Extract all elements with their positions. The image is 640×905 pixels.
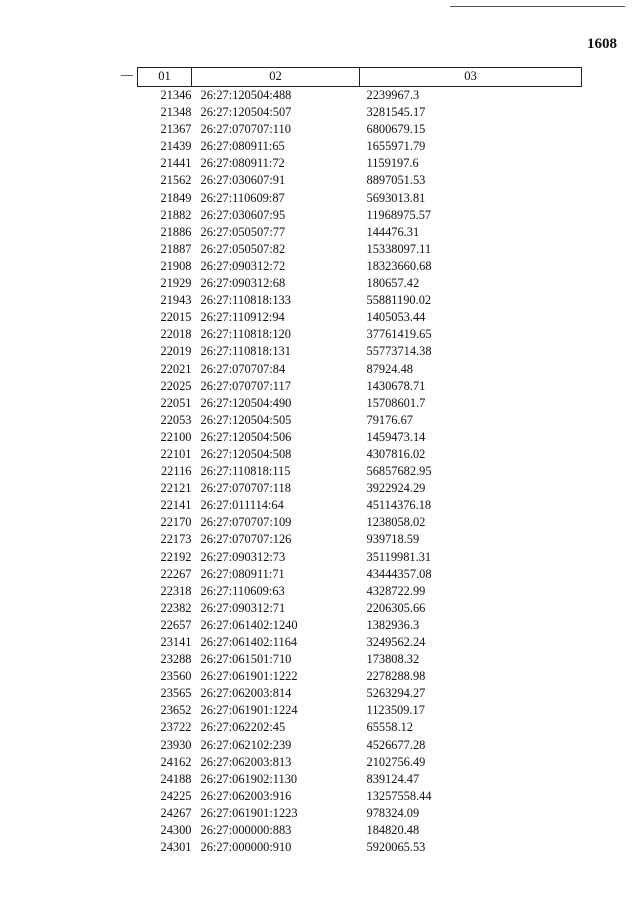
cell-value: 2102756.49 [366, 754, 426, 769]
cell-value: 2239967.3 [366, 88, 420, 102]
table-row [138, 583, 582, 600]
cell-id: 22018 [160, 327, 192, 342]
cell-value: 184820.48 [366, 823, 420, 838]
cell-cadastral-number: 26:27:110609:63 [200, 583, 285, 598]
cell-cadastral-number: 26:27:000000:910 [200, 840, 292, 855]
cell-value: 1430678.71 [366, 378, 426, 393]
cell-value: 45114376.18 [366, 498, 432, 513]
cell-value: 8897051.53 [366, 173, 426, 188]
cell-id: 22173 [160, 532, 192, 547]
cell-id: 21439 [160, 139, 192, 154]
table-row [138, 805, 582, 822]
table-row [138, 566, 582, 583]
cell-cadastral-number: 26:27:061902:1130 [200, 771, 298, 786]
cell-value: 1123509.17 [366, 703, 425, 718]
header-col-02: 02 [192, 68, 360, 87]
cell-id: 23565 [160, 686, 192, 701]
cell-cadastral-number: 26:27:070707:84 [200, 361, 286, 376]
cell-value: 35119981.31 [366, 549, 432, 564]
table-row [138, 497, 582, 514]
table-row [138, 719, 582, 736]
cell-cadastral-number: 26:27:061501:710 [200, 652, 292, 667]
cell-id: 21887 [160, 241, 192, 256]
cell-value: 11968975.57 [366, 207, 432, 222]
cell-value: 5693013.81 [366, 190, 426, 205]
table-row [138, 514, 582, 531]
cell-id: 21943 [160, 293, 192, 308]
cell-value: 5263294.27 [366, 686, 426, 701]
cell-value: 65558.12 [366, 720, 413, 735]
cell-value: 18323660.68 [366, 258, 432, 273]
cell-cadastral-number: 26:27:061402:1164 [200, 635, 298, 649]
cell-id: 21849 [160, 190, 192, 205]
table-row [138, 309, 582, 326]
table-row [138, 104, 582, 121]
table-row [138, 155, 582, 172]
cell-value: 4328722.99 [366, 583, 426, 598]
cell-cadastral-number: 26:27:120504:508 [200, 446, 292, 461]
cell-cadastral-number: 26:27:080911:65 [200, 139, 285, 154]
cell-id: 22025 [160, 378, 192, 393]
cell-cadastral-number: 26:27:110609:87 [200, 190, 285, 205]
cell-id: 21929 [160, 276, 192, 291]
cell-value: 15338097.11 [366, 241, 432, 256]
table-row [138, 617, 582, 634]
cell-id: 22019 [160, 344, 192, 359]
cell-cadastral-number: 26:27:050507:82 [200, 241, 286, 256]
table-row [138, 378, 582, 395]
cell-cadastral-number: 26:27:000000:883 [200, 823, 292, 838]
table-row [138, 651, 582, 668]
top-rule [450, 6, 625, 7]
page-number: 1608 [587, 36, 617, 52]
cell-id: 24267 [160, 805, 192, 820]
table-row [138, 395, 582, 412]
table-row [138, 771, 582, 788]
cell-cadastral-number: 26:27:061402:1240 [200, 617, 298, 632]
cell-id: 22116 [160, 464, 192, 479]
cell-id: 22170 [160, 515, 192, 530]
cell-id: 21367 [160, 122, 192, 137]
cell-value: 1405053.44 [366, 310, 426, 325]
cell-value: 79176.67 [366, 412, 413, 427]
cell-value: 939718.59 [366, 532, 420, 547]
cell-value: 55881190.02 [366, 293, 432, 308]
cell-id: 21441 [160, 156, 192, 171]
table-row [138, 343, 582, 360]
cell-value: 2278288.98 [366, 669, 426, 684]
cell-id: 22051 [160, 395, 192, 410]
table-row [138, 429, 582, 446]
cell-id: 22015 [160, 310, 192, 325]
table-row [138, 412, 582, 429]
table-row [138, 788, 582, 805]
table-row [138, 172, 582, 189]
cell-value: 839124.47 [366, 771, 420, 786]
cell-id: 22100 [160, 429, 192, 444]
cell-cadastral-number: 26:27:062102:239 [200, 737, 292, 752]
cell-id: 22318 [160, 583, 192, 598]
cell-id: 22101 [160, 446, 192, 461]
cell-id: 23722 [160, 720, 192, 735]
table-row [138, 668, 582, 685]
cell-cadastral-number: 26:27:120504:507 [200, 105, 292, 120]
cell-id: 24300 [160, 823, 192, 838]
cell-cadastral-number: 26:27:090312:71 [200, 600, 286, 615]
cell-id: 22053 [160, 412, 192, 427]
cell-value: 3922924.29 [366, 481, 426, 496]
cell-cadastral-number: 26:27:110818:120 [200, 327, 291, 342]
cell-cadastral-number: 26:27:062003:814 [200, 686, 292, 701]
cell-cadastral-number: 26:27:110818:133 [200, 293, 291, 308]
cell-cadastral-number: 26:27:070707:117 [200, 378, 291, 393]
cell-cadastral-number: 26:27:090312:73 [200, 549, 286, 564]
table-row [138, 480, 582, 497]
cell-id: 21562 [160, 173, 192, 188]
table-row [138, 702, 582, 719]
cell-cadastral-number: 26:27:061901:1222 [200, 669, 298, 684]
cell-cadastral-number: 26:27:120504:505 [200, 412, 292, 427]
cell-id: 22021 [160, 361, 192, 376]
cell-id: 22382 [160, 600, 192, 615]
cell-cadastral-number: 26:27:030607:95 [200, 207, 286, 222]
table-row [138, 634, 582, 651]
cell-cadastral-number: 26:27:070707:126 [200, 532, 292, 547]
cell-id: 22657 [160, 617, 192, 632]
cell-cadastral-number: 26:27:062003:813 [200, 754, 292, 769]
margin-mark [121, 75, 133, 76]
cell-cadastral-number: 26:27:080911:71 [200, 566, 285, 581]
table-row [138, 121, 582, 138]
cell-cadastral-number: 26:27:062003:916 [200, 788, 292, 803]
table-row [138, 275, 582, 292]
table-row [138, 138, 582, 155]
cell-id: 24301 [160, 840, 192, 855]
cell-value: 37761419.65 [366, 327, 432, 342]
cell-id: 23141 [160, 635, 192, 649]
table-row [138, 531, 582, 548]
cell-id: 21348 [160, 105, 192, 120]
header-col-03: 03 [360, 68, 582, 87]
cell-value: 55773714.38 [366, 344, 432, 359]
cell-value: 1238058.02 [366, 515, 426, 530]
cell-value: 4307816.02 [366, 446, 426, 461]
cell-value: 3281545.17 [366, 105, 426, 120]
cell-cadastral-number: 26:27:120504:506 [200, 429, 292, 444]
cell-cadastral-number: 26:27:070707:109 [200, 515, 292, 530]
cell-cadastral-number: 26:27:070707:110 [200, 122, 291, 137]
cell-cadastral-number: 26:27:110818:131 [200, 344, 291, 359]
cell-value: 4526677.28 [366, 737, 426, 752]
table-row [138, 685, 582, 702]
cell-id: 22192 [160, 549, 192, 564]
table-row [138, 839, 582, 856]
cell-id: 21886 [160, 224, 192, 239]
cell-cadastral-number: 26:27:070707:118 [200, 481, 291, 496]
table-row [138, 224, 582, 241]
cell-id: 22141 [160, 498, 192, 513]
cell-cadastral-number: 26:27:061901:1223 [200, 805, 298, 820]
cell-value: 56857682.95 [366, 464, 432, 479]
table-row [138, 207, 582, 224]
table-row [138, 446, 582, 463]
cell-value: 144476.31 [366, 224, 420, 239]
header-row [138, 68, 582, 87]
cell-value: 978324.09 [366, 805, 420, 820]
table-row [138, 258, 582, 275]
cell-value: 3249562.24 [366, 635, 426, 649]
table-row [138, 549, 582, 566]
cell-cadastral-number: 26:27:120504:488 [200, 88, 292, 102]
cell-id: 23652 [160, 703, 192, 718]
cell-id: 22121 [160, 481, 192, 496]
cell-value: 6800679.15 [366, 122, 426, 137]
cell-cadastral-number: 26:27:120504:490 [200, 395, 292, 410]
cell-value: 173808.32 [366, 652, 420, 667]
table-row [138, 87, 582, 105]
cell-id: 23930 [160, 737, 192, 752]
cell-cadastral-number: 26:27:030607:91 [200, 173, 286, 188]
header-col-01: 01 [138, 68, 192, 87]
cell-id: 24225 [160, 788, 192, 803]
cell-value: 1159197.6 [366, 156, 419, 171]
cell-id: 24188 [160, 771, 192, 786]
cell-cadastral-number: 26:27:110912:94 [200, 310, 285, 325]
cell-cadastral-number: 26:27:062202:45 [200, 720, 286, 735]
cell-cadastral-number: 26:27:050507:77 [200, 224, 286, 239]
cell-id: 23560 [160, 669, 192, 684]
table-row [138, 361, 582, 378]
cell-value: 13257558.44 [366, 788, 432, 803]
table-row [138, 463, 582, 480]
table-row [138, 241, 582, 258]
cell-cadastral-number: 26:27:090312:68 [200, 276, 286, 291]
cell-id: 21882 [160, 207, 192, 222]
cell-id: 22267 [160, 566, 192, 581]
cell-value: 15708601.7 [366, 395, 426, 410]
cell-value: 1655971.79 [366, 139, 426, 154]
cell-id: 23288 [160, 652, 192, 667]
table-row [138, 822, 582, 839]
cell-id: 21908 [160, 258, 192, 273]
table-row [138, 737, 582, 754]
data-table [137, 67, 582, 856]
cell-id: 21346 [160, 88, 192, 102]
cell-value: 1459473.14 [366, 429, 426, 444]
table-row [138, 754, 582, 771]
cell-cadastral-number: 26:27:061901:1224 [200, 703, 298, 718]
cell-value: 5920065.53 [366, 840, 426, 855]
table-row [138, 326, 582, 343]
cell-value: 1382936.3 [366, 617, 420, 632]
cell-cadastral-number: 26:27:080911:72 [200, 156, 285, 171]
table-row [138, 292, 582, 309]
cell-value: 87924.48 [366, 361, 413, 376]
cell-id: 24162 [160, 754, 192, 769]
cell-cadastral-number: 26:27:110818:115 [200, 464, 291, 479]
cell-value: 43444357.08 [366, 566, 432, 581]
cell-value: 180657.42 [366, 276, 420, 291]
cell-value: 2206305.66 [366, 600, 426, 615]
table-row [138, 600, 582, 617]
cell-cadastral-number: 26:27:011114:64 [200, 498, 284, 513]
table-row [138, 190, 582, 207]
cell-cadastral-number: 26:27:090312:72 [200, 258, 286, 273]
